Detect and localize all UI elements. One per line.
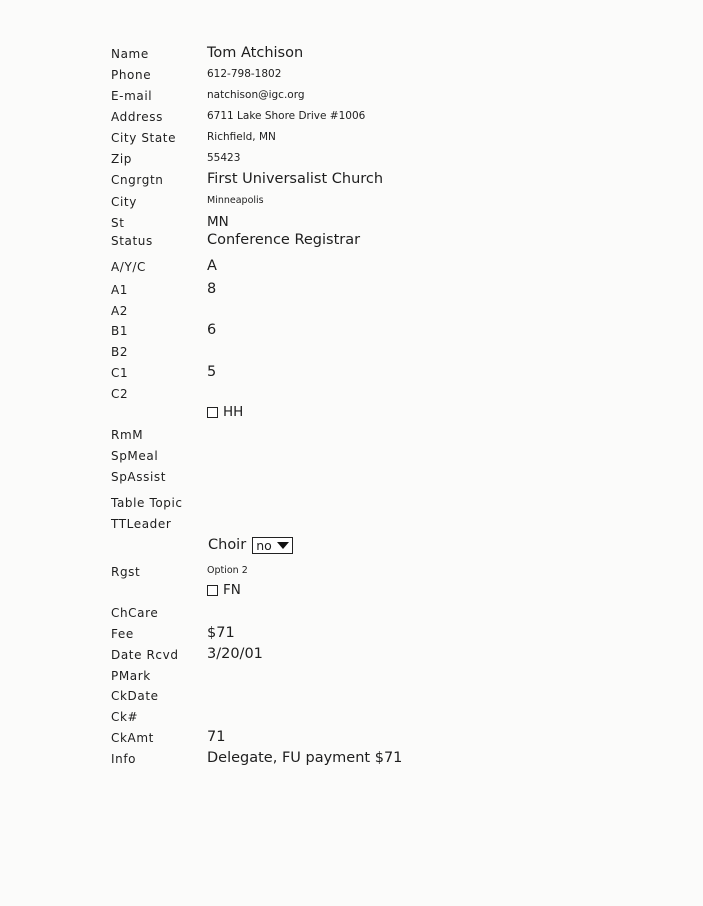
a1-value: 8 xyxy=(207,281,217,297)
hh-checkbox[interactable] xyxy=(207,407,218,418)
pmark-label: PMark xyxy=(111,669,151,683)
rgst-value: Option 2 xyxy=(207,565,248,576)
field-address xyxy=(0,108,703,128)
choir-selected-value: no xyxy=(256,537,272,553)
ckdate-label: CkDate xyxy=(111,689,159,703)
chevron-down-icon xyxy=(277,542,289,549)
field-spassist xyxy=(0,468,703,488)
table-topic-label: Table Topic xyxy=(111,496,183,510)
a1-label: A1 xyxy=(111,283,129,297)
name-value: Tom Atchison xyxy=(207,45,304,61)
ayc-label: A/Y/C xyxy=(111,260,147,274)
fn-checkbox-group[interactable] xyxy=(207,581,241,599)
field-choir xyxy=(0,537,703,557)
city-state-value: Richfield, MN xyxy=(207,131,276,143)
choir-label: Choir xyxy=(208,537,247,553)
spmeal-label: SpMeal xyxy=(111,449,159,463)
address-label: Address xyxy=(111,110,163,124)
field-status xyxy=(0,232,703,252)
info-label: Info xyxy=(111,752,137,766)
field-b2 xyxy=(0,343,703,363)
field-table-topic xyxy=(0,494,703,514)
phone-label: Phone xyxy=(111,68,152,82)
ck-num-label: Ck# xyxy=(111,710,139,724)
field-rmm xyxy=(0,426,703,446)
field-ttleader xyxy=(0,515,703,535)
field-c1 xyxy=(0,364,703,384)
field-info xyxy=(0,750,703,770)
a2-label: A2 xyxy=(111,304,129,318)
field-ckdate xyxy=(0,687,703,707)
field-spmeal xyxy=(0,447,703,467)
email-value: natchison@igc.org xyxy=(207,89,305,101)
info-value: Delegate, FU payment $71 xyxy=(207,750,403,766)
b1-value: 6 xyxy=(207,322,217,338)
name-label: Name xyxy=(111,47,149,61)
field-hh xyxy=(0,404,703,424)
status-label: Status xyxy=(111,234,153,248)
c2-label: C2 xyxy=(111,387,129,401)
field-ayc xyxy=(0,258,703,278)
ayc-value: A xyxy=(207,258,217,274)
field-chcare xyxy=(0,604,703,624)
field-a2 xyxy=(0,302,703,322)
field-fee xyxy=(0,625,703,645)
congregation-value: First Universalist Church xyxy=(207,171,384,187)
field-date-rcvd xyxy=(0,646,703,666)
zip-value: 55423 xyxy=(207,152,241,164)
city-label: City xyxy=(111,195,137,209)
field-a1 xyxy=(0,281,703,301)
hh-checkbox-group[interactable] xyxy=(207,403,243,421)
field-zip xyxy=(0,150,703,170)
c1-label: C1 xyxy=(111,366,129,380)
email-label: E-mail xyxy=(111,89,153,103)
field-ck-num xyxy=(0,708,703,728)
st-label: St xyxy=(111,216,125,230)
date-rcvd-label: Date Rcvd xyxy=(111,648,179,662)
b1-label: B1 xyxy=(111,324,129,338)
field-b1 xyxy=(0,322,703,342)
field-pmark xyxy=(0,667,703,687)
st-value: MN xyxy=(207,214,229,230)
field-ckamt xyxy=(0,729,703,749)
city-value: Minneapolis xyxy=(207,195,264,206)
fee-value: $71 xyxy=(207,625,235,641)
status-value: Conference Registrar xyxy=(207,232,361,248)
field-congregation xyxy=(0,171,703,191)
city-state-label: City State xyxy=(111,131,177,145)
field-rgst xyxy=(0,563,703,583)
congregation-label: Cngrgtn xyxy=(111,173,164,187)
field-phone xyxy=(0,66,703,86)
spassist-label: SpAssist xyxy=(111,470,167,484)
field-city xyxy=(0,193,703,213)
c1-value: 5 xyxy=(207,364,217,380)
ckamt-label: CkAmt xyxy=(111,731,154,745)
choir-select[interactable] xyxy=(252,537,293,554)
field-city-state xyxy=(0,129,703,149)
field-email xyxy=(0,87,703,107)
ttleader-label: TTLeader xyxy=(111,517,172,531)
field-name xyxy=(0,45,703,65)
fn-label: FN xyxy=(223,582,241,598)
date-rcvd-value: 3/20/01 xyxy=(207,646,263,662)
fee-label: Fee xyxy=(111,627,134,641)
address-value: 6711 Lake Shore Drive #1006 xyxy=(207,110,366,122)
chcare-label: ChCare xyxy=(111,606,159,620)
rmm-label: RmM xyxy=(111,428,144,442)
hh-label: HH xyxy=(223,404,244,420)
fn-checkbox[interactable] xyxy=(207,585,218,596)
rgst-label: Rgst xyxy=(111,565,141,579)
field-c2 xyxy=(0,385,703,405)
phone-value: 612-798-1802 xyxy=(207,68,282,80)
choir-group xyxy=(208,536,293,554)
ckamt-value: 71 xyxy=(207,729,226,745)
b2-label: B2 xyxy=(111,345,129,359)
field-fn xyxy=(0,582,703,602)
zip-label: Zip xyxy=(111,152,132,166)
